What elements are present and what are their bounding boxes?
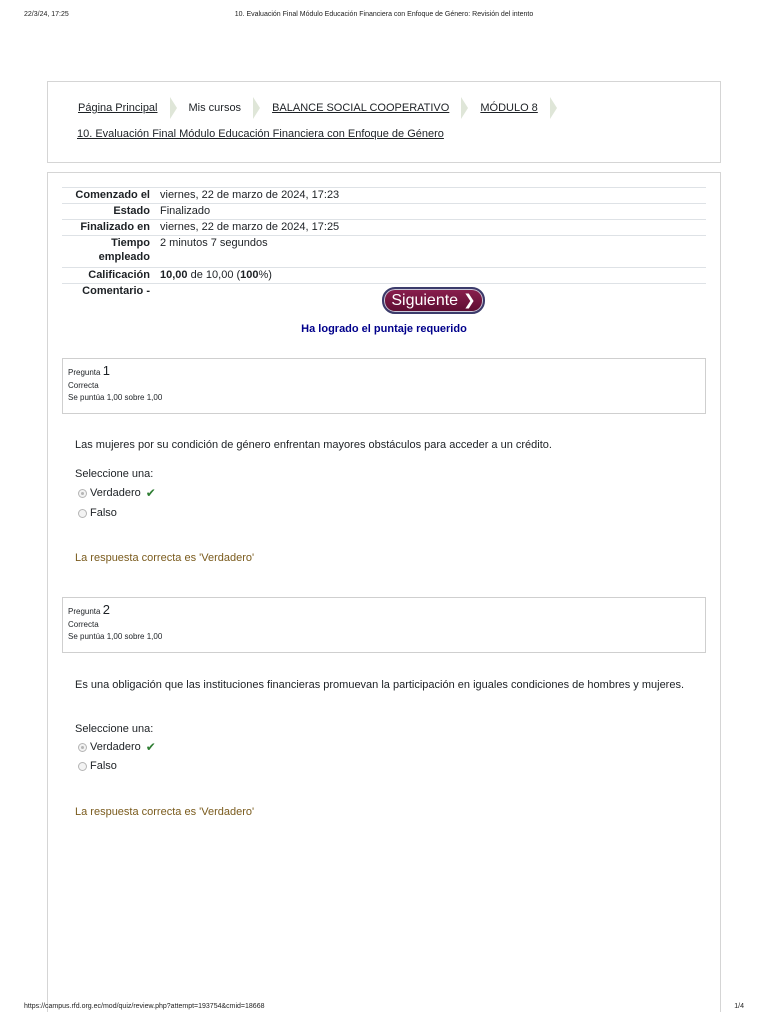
question-prompt: Seleccione una: xyxy=(75,723,154,735)
question-text: Las mujeres por su condición de género enfrentan mayores obstáculos para acceder a un crédito. xyxy=(75,439,552,451)
answer-option-label: Falso xyxy=(90,760,117,772)
summary-label: Tiempo empleado xyxy=(98,237,150,263)
answer-option-label: Verdadero xyxy=(90,487,141,499)
question-info-box xyxy=(62,597,706,653)
grade-percent-open: ( xyxy=(236,269,241,281)
print-url: https://campus.rfd.org.ec/mod/quiz/review.php?attempt=193754&cmid=18668 xyxy=(24,1003,265,1010)
summary-row-state xyxy=(62,204,706,220)
answer-option[interactable] xyxy=(78,760,117,772)
next-button-label: Siguiente xyxy=(391,291,459,309)
breadcrumb-separator-icon xyxy=(170,97,177,119)
right-answer-feedback: La respuesta correcta es 'Verdadero' xyxy=(75,806,255,818)
summary-value: viernes, 22 de marzo de 2024, 17:25 xyxy=(160,221,340,233)
question-state: Correcta xyxy=(68,620,99,629)
attempt-summary-table xyxy=(62,187,706,300)
breadcrumb-my-courses[interactable]: Mis cursos xyxy=(188,102,242,114)
summary-row-started xyxy=(62,188,706,204)
question-number-value: 2 xyxy=(102,602,110,617)
question-text: Es una obligación que las instituciones financieras promuevan la participación en iguales condiciones de hombres y mujeres. xyxy=(75,679,685,691)
breadcrumb-separator-icon xyxy=(550,97,557,119)
check-icon: ✔ xyxy=(145,486,156,500)
summary-row-grade xyxy=(62,268,706,284)
answer-option[interactable] xyxy=(78,740,156,754)
radio-selected-icon[interactable] xyxy=(78,489,87,498)
summary-label: Calificación xyxy=(88,269,150,281)
answer-option-label: Falso xyxy=(90,507,117,519)
answer-option[interactable] xyxy=(78,486,156,500)
summary-value xyxy=(160,268,706,283)
summary-label: Estado xyxy=(113,205,150,217)
question-number xyxy=(68,602,700,617)
summary-label: Comentario - xyxy=(82,285,150,297)
print-title: 10. Evaluación Final Módulo Educación Financiera con Enfoque de Género: Revisión del intento xyxy=(234,11,534,18)
radio-selected-icon[interactable] xyxy=(78,743,87,752)
breadcrumb-separator-icon xyxy=(461,97,468,119)
summary-value: viernes, 22 de marzo de 2024, 17:23 xyxy=(160,189,340,201)
question-state: Correcta xyxy=(68,381,99,390)
grade-percent: 100 xyxy=(240,269,259,281)
breadcrumb-home-link[interactable]: Página Principal xyxy=(78,102,158,114)
summary-label: Finalizado en xyxy=(80,221,150,233)
breadcrumb-separator-icon xyxy=(253,97,260,119)
breadcrumb-row xyxy=(78,96,569,120)
question-label: Pregunta xyxy=(68,368,101,377)
chevron-right-icon: ❯ xyxy=(463,292,476,309)
next-button[interactable] xyxy=(382,287,485,314)
summary-value: Finalizado xyxy=(160,205,211,217)
question-number-value: 1 xyxy=(102,363,110,378)
print-page-number: 1/4 xyxy=(734,1003,744,1010)
radio-unselected-icon[interactable] xyxy=(78,509,87,518)
grade-percent-close: %) xyxy=(258,269,272,281)
feedback-message: Ha logrado el puntaje requerido xyxy=(301,323,467,335)
summary-row-finished xyxy=(62,220,706,236)
check-icon: ✔ xyxy=(145,740,156,754)
breadcrumb-current-quiz-link[interactable]: 10. Evaluación Final Módulo Educación Financiera con Enfoque de Género xyxy=(77,128,444,140)
right-answer-feedback: La respuesta correcta es 'Verdadero' xyxy=(75,552,255,564)
answer-option-label: Verdadero xyxy=(90,741,141,753)
question-prompt: Seleccione una: xyxy=(75,468,154,480)
question-grade: Se puntúa 1,00 sobre 1,00 xyxy=(68,393,163,402)
question-grade: Se puntúa 1,00 sobre 1,00 xyxy=(68,632,163,641)
breadcrumb-course-link[interactable]: BALANCE SOCIAL COOPERATIVO xyxy=(272,102,450,114)
radio-unselected-icon[interactable] xyxy=(78,762,87,771)
grade-max: 10,00 xyxy=(205,269,234,281)
summary-row-time xyxy=(62,236,706,268)
print-datetime: 22/3/24, 17:25 xyxy=(24,11,69,18)
summary-label: Comenzado el xyxy=(75,189,150,201)
grade-score: 10,00 xyxy=(160,269,188,281)
summary-value: 2 minutos 7 segundos xyxy=(160,237,268,249)
quiz-review-panel xyxy=(47,172,721,1012)
question-number xyxy=(68,363,700,378)
answer-option[interactable] xyxy=(78,507,117,519)
grade-of: de xyxy=(190,269,203,281)
question-info-box xyxy=(62,358,706,414)
breadcrumb-module-link[interactable]: MÓDULO 8 xyxy=(480,102,538,114)
breadcrumb xyxy=(47,81,721,163)
question-label: Pregunta xyxy=(68,607,101,616)
